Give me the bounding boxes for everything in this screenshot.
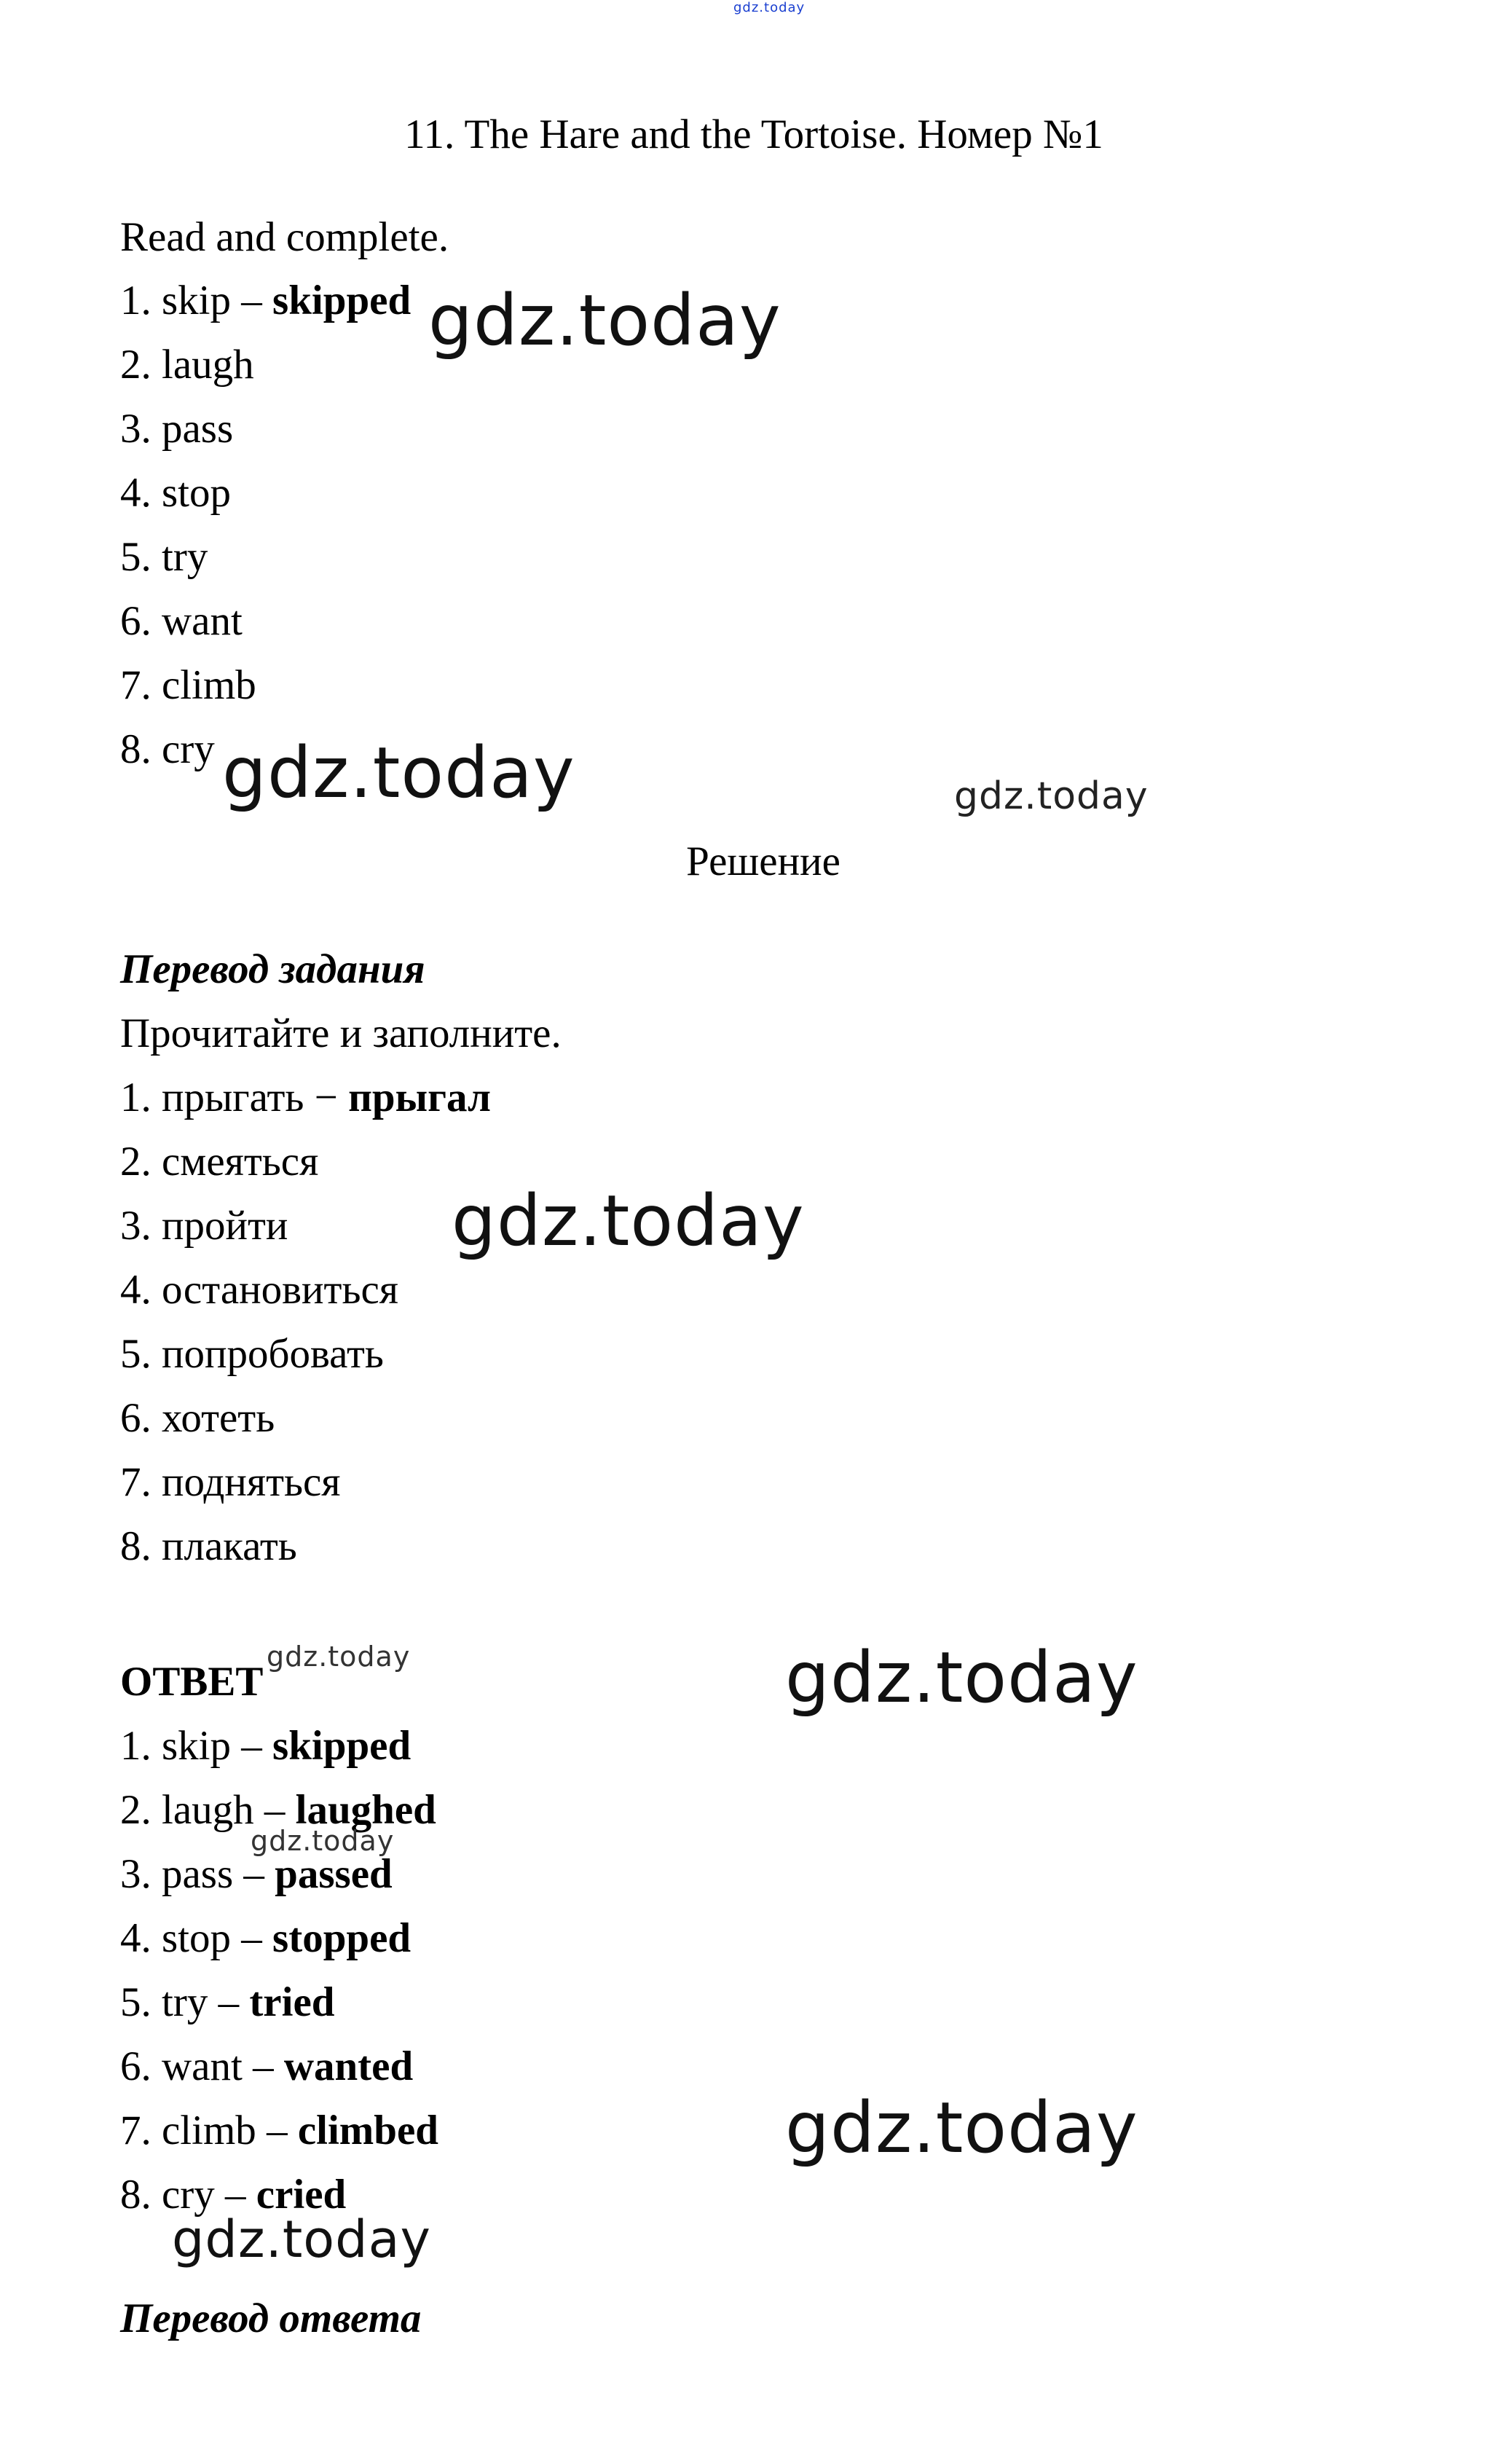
answer-item-8: 8. cry – cried bbox=[120, 2172, 347, 2218]
answer-item-8-answer: cried bbox=[256, 2172, 347, 2218]
translation-answer-heading: Перевод ответа bbox=[120, 2295, 422, 2341]
task-item-1-answer: skipped bbox=[272, 278, 412, 323]
translation-item-4: 4. остановиться bbox=[120, 1267, 398, 1313]
watermark: gdz.today bbox=[785, 1637, 1138, 1719]
answer-item-7: 7. climb – climbed bbox=[120, 2108, 438, 2153]
task-item-6: 6. want bbox=[120, 598, 243, 644]
answer-item-2-answer: laughed bbox=[295, 1787, 436, 1833]
watermark: gdz.today bbox=[428, 280, 781, 361]
translation-item-2: 2. смеяться bbox=[120, 1139, 319, 1185]
page-title: 11. The Hare and the Tortoise. Номер №1 bbox=[404, 111, 1103, 157]
translation-item-3: 3. пройти bbox=[120, 1203, 288, 1249]
task-item-7: 7. climb bbox=[120, 662, 256, 708]
answer-item-1-answer: skipped bbox=[272, 1723, 412, 1769]
answer-item-6: 6. want – wanted bbox=[120, 2043, 414, 2089]
task-item-2: 2. laugh bbox=[120, 342, 254, 388]
task-instruction: Read and complete. bbox=[120, 214, 449, 260]
translation-task-instruction: Прочитайте и заполните. bbox=[120, 1010, 562, 1056]
watermark: gdz.today bbox=[251, 1825, 395, 1857]
watermark: gdz.today bbox=[172, 2210, 431, 2269]
answer-item-6-answer: wanted bbox=[283, 2043, 414, 2089]
task-item-1: 1. skip – skipped bbox=[120, 278, 412, 323]
translation-item-7: 7. подняться bbox=[120, 1459, 341, 1505]
translation-item-1-answer: прыгал bbox=[348, 1075, 491, 1120]
translation-task-heading: Перевод задания bbox=[120, 946, 425, 992]
answer-item-3: 3. pass – passed bbox=[120, 1851, 393, 1897]
watermark: gdz.today bbox=[222, 732, 575, 814]
answer-item-4: 4. stop – stopped bbox=[120, 1915, 412, 1961]
watermark: gdz.today bbox=[954, 774, 1149, 818]
answer-item-7-answer: climbed bbox=[297, 2108, 438, 2153]
header-watermark: gdz.today bbox=[733, 0, 806, 15]
solution-label: Решение bbox=[686, 838, 840, 884]
task-item-4: 4. stop bbox=[120, 470, 232, 516]
answer-item-4-answer: stopped bbox=[272, 1915, 412, 1961]
answer-item-3-answer: passed bbox=[275, 1851, 393, 1897]
answer-item-5: 5. try – tried bbox=[120, 1979, 335, 2025]
answer-item-5-answer: tried bbox=[249, 1979, 335, 2025]
answer-heading: ОТВЕТ bbox=[120, 1659, 264, 1705]
translation-item-5: 5. попробовать bbox=[120, 1331, 384, 1377]
watermark: gdz.today bbox=[452, 1180, 805, 1262]
answer-item-1: 1. skip – skipped bbox=[120, 1723, 412, 1769]
translation-item-1: 1. прыгать − прыгал bbox=[120, 1075, 491, 1120]
task-item-3: 3. pass bbox=[120, 406, 234, 452]
watermark: gdz.today bbox=[267, 1641, 411, 1673]
task-item-5: 5. try bbox=[120, 534, 208, 580]
task-item-8: 8. cry bbox=[120, 726, 215, 772]
translation-item-8: 8. плакать bbox=[120, 1523, 297, 1569]
watermark: gdz.today bbox=[785, 2087, 1138, 2169]
translation-item-6: 6. хотеть bbox=[120, 1395, 275, 1441]
answer-item-2: 2. laugh – laughed bbox=[120, 1787, 436, 1833]
